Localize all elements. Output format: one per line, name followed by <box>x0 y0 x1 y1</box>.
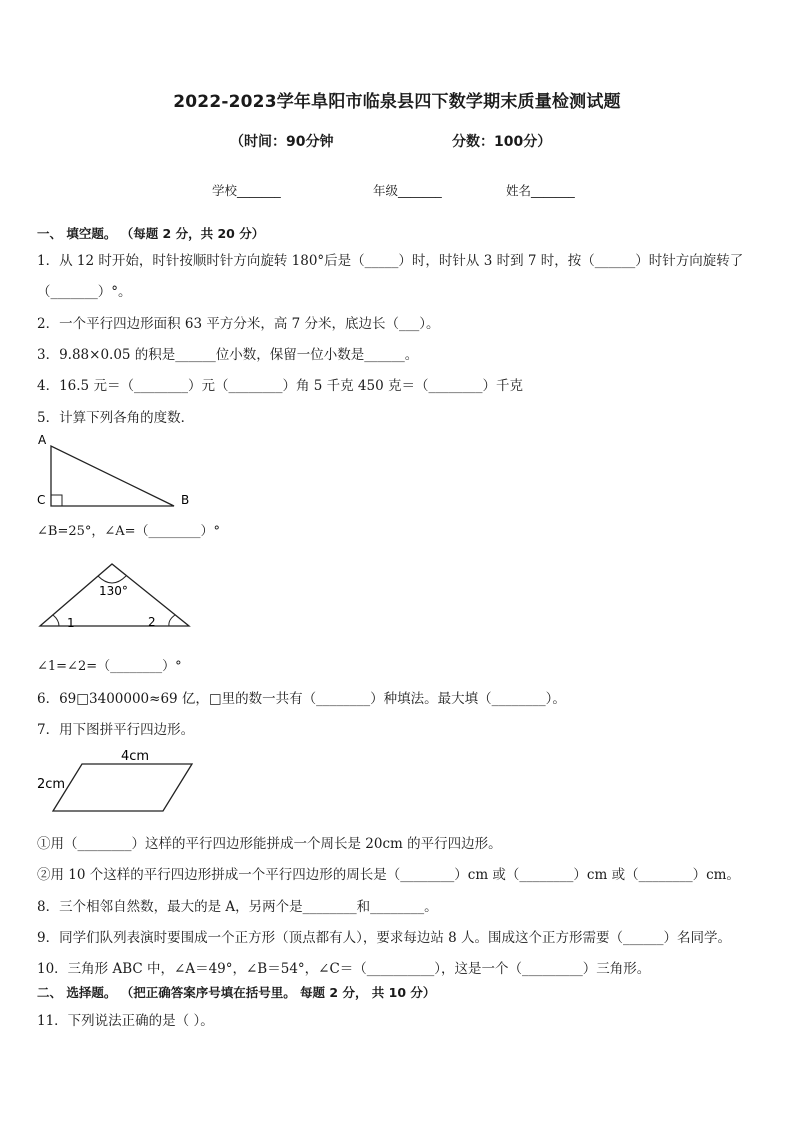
vertex-b-label: B <box>181 493 190 507</box>
question-1-line-1: 1．从 12 时开始，时针按顺时针方向旋转 180°后是（_____）时，时针从 3 时到 7 时，按（______）时针方向旋转了 <box>37 253 744 269</box>
question-3: 3．9.88×0.05 的积是______位小数，保留一位小数是______。 <box>37 347 419 363</box>
parallelogram-figure <box>35 744 200 816</box>
question-11: 11．下列说法正确的是（ ）。 <box>37 1013 214 1029</box>
school-field: 学校_______ <box>212 183 281 198</box>
question-5a-answer: ∠B=25°，∠A=（________）° <box>37 524 221 539</box>
top-length-label: 4cm <box>121 749 150 764</box>
name-field: 姓名_______ <box>506 183 575 198</box>
obtuse-triangle-figure <box>35 558 195 632</box>
side-length-label: 2cm <box>37 777 66 792</box>
page-title: 2022-2023学年阜阳市临泉县四下数学期末质量检测试题 <box>173 92 621 112</box>
question-4: 4．16.5 元＝（________）元（________）角 5 千克 450 克＝（________）千克 <box>37 378 523 394</box>
question-2: 2．一个平行四边形面积 63 平方分米，高 7 分米，底边长（___）。 <box>37 316 440 332</box>
section-1-heading: 一、 填空题。 （每题 2 分，共 20 分） <box>37 226 265 241</box>
grade-field: 年级_______ <box>373 183 442 198</box>
exam-score: 分数：100分） <box>452 134 552 150</box>
exam-time: （时间：90分钟 <box>230 134 334 150</box>
angle-1-label: 1 <box>67 616 75 630</box>
section-2-heading: 二、 选择题。 （把正确答案序号填在括号里。 每题 2 分， 共 10 分） <box>37 985 436 1000</box>
question-6: 6．69□3400000≈69 亿，□里的数一共有（________）种填法。最大填（________）。 <box>37 691 566 707</box>
question-9: 9．同学们队列表演时要围成一个正方形（顶点都有人），要求每边站 8 人。围成这个正方形需要（______）名同学。 <box>37 930 732 946</box>
question-8: 8．三个相邻自然数，最大的是 A，另两个是________和________。 <box>37 899 438 915</box>
question-1-line-2: （_______）°。 <box>37 284 132 300</box>
top-angle-label: 130° <box>99 584 128 598</box>
question-7a: ①用（________）这样的平行四边形能拼成一个周长是 20cm 的平行四边形。 <box>37 836 502 852</box>
question-10: 10．三角形 ABC 中，∠A＝49°，∠B＝54°，∠C＝（__________），这是一个（_________）三角形。 <box>37 961 651 977</box>
question-5b-answer: ∠1=∠2=（________）° <box>37 659 182 674</box>
vertex-c-label: C <box>37 493 46 507</box>
question-7b: ②用 10 个这样的平行四边形拼成一个平行四边形的周长是（________）cm 或（________）cm 或（________）cm。 <box>37 867 740 883</box>
question-5: 5．计算下列各角的度数． <box>37 410 195 426</box>
vertex-a-label: A <box>38 433 47 447</box>
right-triangle-figure <box>30 428 210 514</box>
angle-2-label: 2 <box>148 615 156 629</box>
question-7: 7．用下图拼平行四边形。 <box>37 722 195 738</box>
